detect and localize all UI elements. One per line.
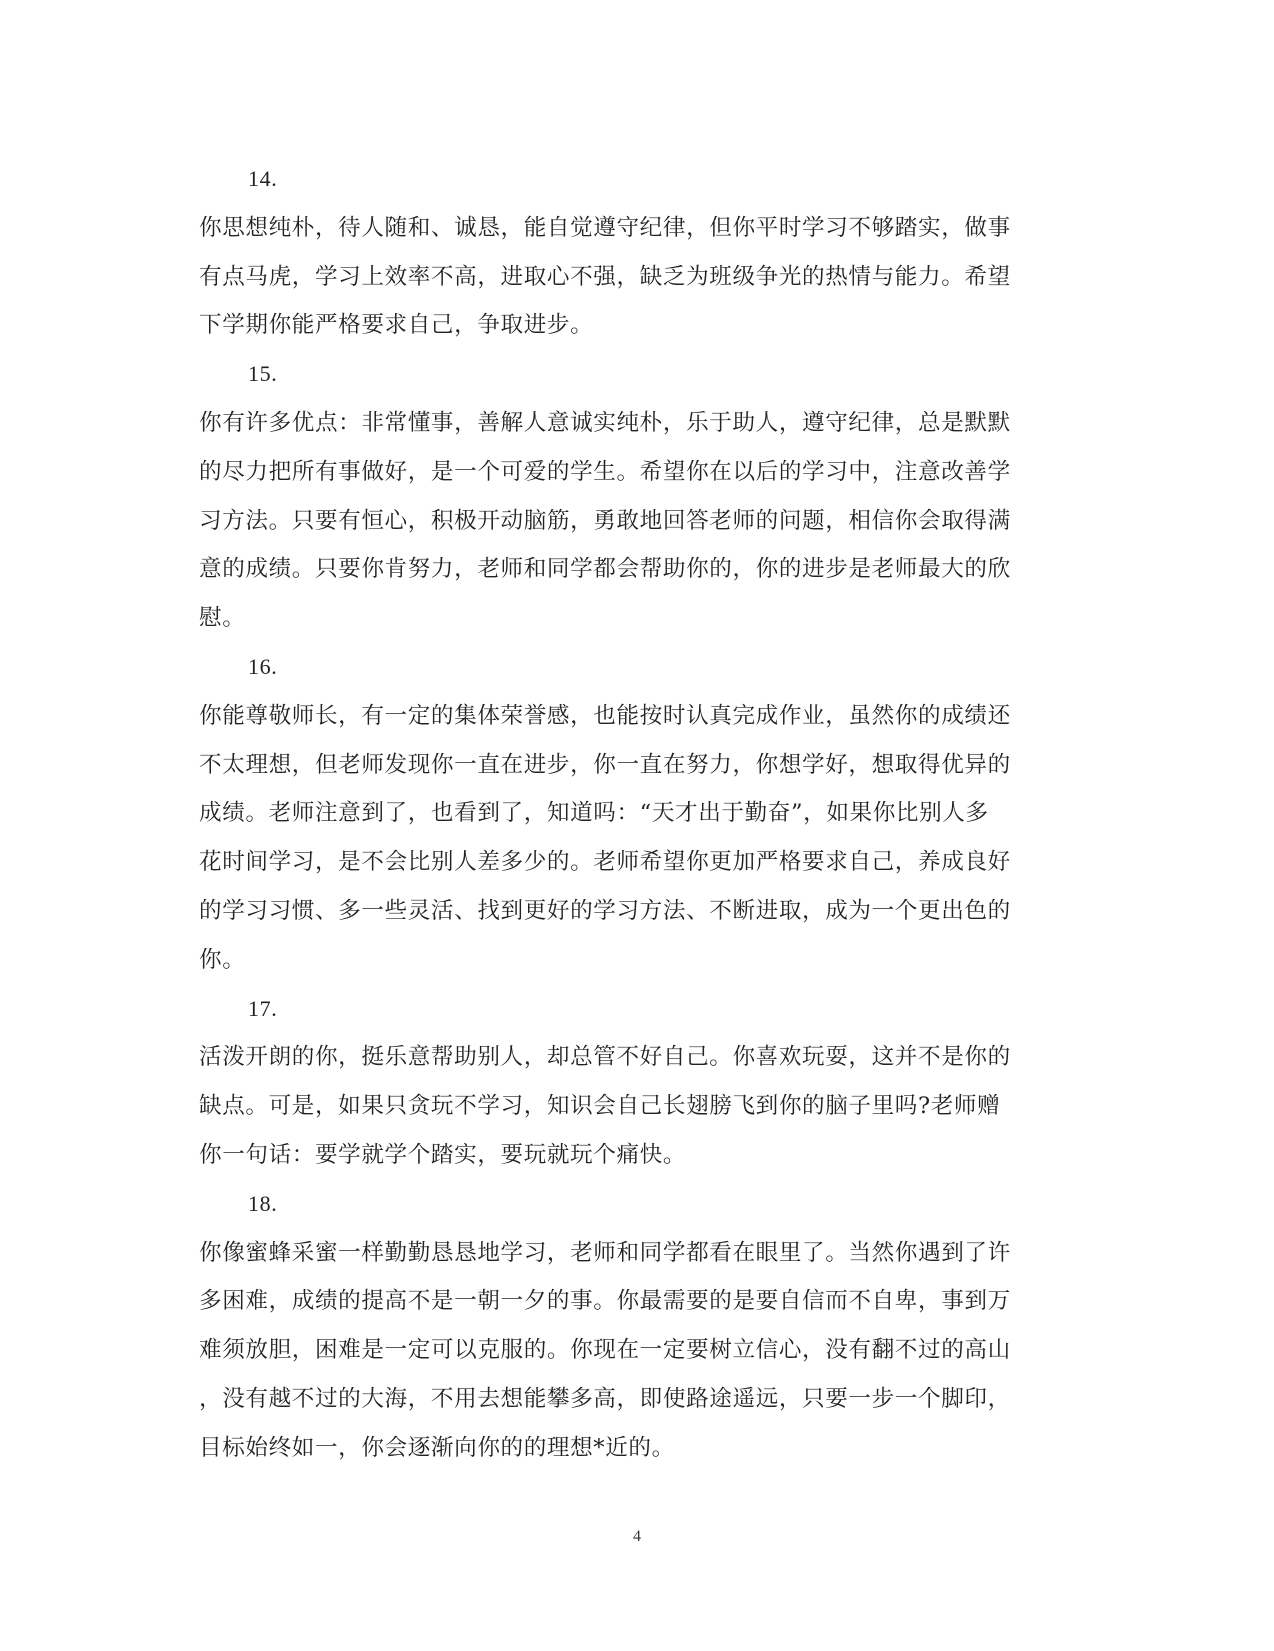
document-body [199,155,1079,1473]
paragraph-line: 你像蜜蜂采蜜一样勤勤恳恳地学习，老师和同学都看在眼里了。当然你遇到了许 [199,1239,1011,1266]
paragraph-line: 缺点。可是，如果只贪玩不学习，知识会自己长翅膀飞到你的脑子里吗?老师赠 [199,1093,1001,1120]
paragraph-line: 慰。 [199,605,246,632]
paragraph-line: 你一句话：要学就学个踏实，要玩就玩个痛快。 [199,1141,687,1168]
paragraph-line: 活泼开朗的你，挺乐意帮助别人，却总管不好自己。你喜欢玩耍，这并不是你的 [199,1044,1011,1071]
paragraph-line: 成绩。老师注意到了，也看到了，知道吗：“天才出于勤奋”，如果你比别人多 [199,800,989,827]
paragraph-line: 花时间学习，是不会比别人差多少的。老师希望你更加严格要求自己，养成良好 [199,849,1011,876]
paragraph-line: 习方法。只要有恒心，积极开动脑筋，勇敢地回答老师的问题，相信你会取得满 [199,507,1011,534]
paragraph-line: 难须放胆，困难是一定可以克服的。你现在一定要树立信心，没有翻不过的高山 [199,1337,1011,1364]
paragraph-line: ，没有越不过的大海，不用去想能攀多高，即使路途遥远，只要一步一个脚印， [199,1385,1011,1412]
entry-17 [199,985,1079,1180]
paragraph-line: 你能尊敬师长，有一定的集体荣誉感，也能按时认真完成作业，虽然你的成绩还 [199,702,1011,729]
paragraph-line: 多困难，成绩的提高不是一朝一夕的事。你最需要的是要自信而不自卑，事到万 [199,1288,1011,1315]
entry-number: 16. [248,653,278,679]
paragraph-line: 下学期你能严格要求自己，争取进步。 [199,312,594,339]
entry-number: 17. [248,995,278,1021]
entry-number: 14. [248,166,278,191]
paragraph-line: 不太理想，但老师发现你一直在进步，你一直在努力，你想学好，想取得优异的 [199,751,1011,778]
paragraph-line: 有点马虎，学习上效率不高，进取心不强，缺乏为班级争光的热情与能力。希望 [199,263,1011,290]
entry-18 [199,1180,1079,1473]
paragraph-line: 你思想纯朴，待人随和、诚恳，能自觉遵守纪律，但你平时学习不够踏实，做事 [199,214,1011,241]
paragraph-line: 意的成绩。只要你肯努力，老师和同学都会帮助你的，你的进步是老师最大的欣 [199,556,1011,583]
entry-15 [199,350,1079,643]
entry-number: 15. [248,361,278,387]
paragraph-line: 的学习习惯、多一些灵活、找到更好的学习方法、不断进取，成为一个更出色的 [199,897,1011,924]
paragraph-line: 你。 [199,946,246,973]
paragraph-line: 你有许多优点：非常懂事，善解人意诚实纯朴，乐于助人，遵守纪律，总是默默 [199,409,1011,436]
paragraph-line: 的尽力把所有事做好，是一个可爱的学生。希望你在以后的学习中，注意改善学 [199,458,1011,485]
page-number: 4 [633,1528,641,1545]
entry-number: 18. [248,1190,278,1216]
entry-14 [199,155,1079,350]
entry-16 [199,643,1079,985]
paragraph-line: 目标始终如一，你会逐渐向你的的理想*近的。 [199,1434,675,1461]
